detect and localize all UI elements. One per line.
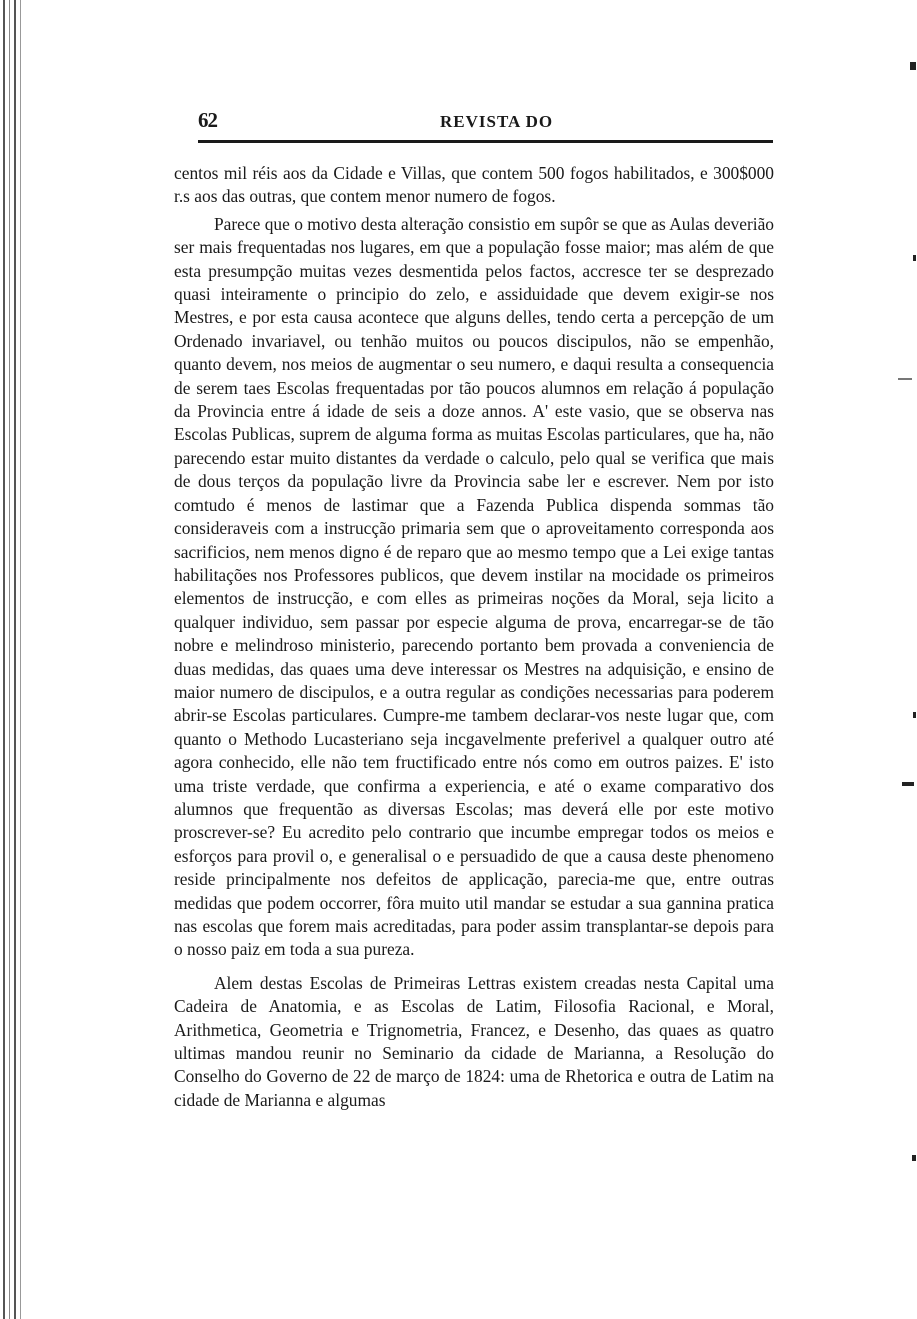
scan-speck <box>913 712 916 718</box>
edge-line <box>9 0 10 1319</box>
scan-speck <box>912 1155 916 1161</box>
header-rule <box>198 140 773 143</box>
paragraph-continued: centos mil réis aos da Cidade e Villas, que contem 500 fogos habilitados, e 300$000 r.s aos das outras, que contem menor numero de fogos. <box>174 163 774 207</box>
edge-line <box>3 0 5 1319</box>
paragraph: Parece que o motivo desta alteração consistio em supôr se que as Aulas deverião ser mais frequentadas nos lugares, em que a população fosse maior; mas além de que esta presumpção muitas vezes desmentida pelos factos, accresce ter se desprezado quasi inteiramente o principio do zelo, e assiduidade que devem exigir-se nos Mestres, e por esta causa acontece que alguns delles, tendo certa a percepção de um Ordenado invariavel, ou tenhão muitos ou poucos discipulos, não se empenhão, quanto devem, nos meios de augmentar o seu numero, e daqui resulta a consequencia de serem taes Escolas frequentadas por tão poucos alumnos em relação á população da Provincia entre á idade de seis a doze annos. A' este vasio, que se observa nas Escolas Publicas, suprem de alguma forma as muitas Escolas particulares, que ha, não parecendo estar muito distantes da verdade o calculo, pelo qual se verifica que mais de dous terços da população livre da Provincia sabe ler e escrever. Nem por isto comtudo é menos de lastimar que a Fazenda Publica dispenda sommas tão consideraveis com a instrucção primaria sem que o aproveitamento corresponda aos sacrificios, nem menos digno é de reparo que ao mesmo tempo que a Lei exige tantas habilitações nos Professores publicos, que devem instilar na mocidade os primeiros elementos de instrucção, e com elles as primeiras noções da Moral, seja licito a qualquer individuo, sem passar por especie alguma de prova, encarregar-se de tão nobre e melindroso ministerio, parecendo portanto bem provada a conveniencia de duas medidas, das quaes uma deve interessar os Mestres na adquisição, e ensino de maior numero de discipulos, e a outra regular as condições necessarias para poderem abrir-se Escolas particulares. Cumpre-me tambem declarar-vos neste lugar que, com quanto o Methodo Lucasteriano seja incgavelmente preferivel a qualquer outro até agora conhecido, elle não tem fructificado entre nós como em outros paizes. E' isto uma triste verdade, que confirma a experiencia, e até o exame comparativo dos alumnos que frequentão as diversas Escolas; mas deverá elle por este motivo proscrever-se? Eu acredito pelo contrario que incumbe empregar todos os meios e esforços para provil o, e generalisal o e persuadido de que a causa deste phenomeno reside principalmente nos defeitos de applicação, parecia-me que, entre outras medidas que podem occorrer, fôra muito util mandar se estudar a sua gannina pratica nas escolas que forem mais acreditadas, para poder assim transplantar-se depois para o nosso paiz em toda a sua pureza. <box>174 213 774 960</box>
scan-speck <box>910 62 916 70</box>
scan-speck <box>898 378 912 380</box>
page-body <box>174 162 774 1112</box>
scan-speck <box>913 255 916 261</box>
page-header <box>198 108 773 138</box>
page-number: 62 <box>198 108 217 132</box>
edge-line <box>14 0 16 1319</box>
scan-speck <box>902 782 914 786</box>
paragraph: Alem destas Escolas de Primeiras Lettras existem creadas nesta Capital uma Cadeira de Anatomia, e as Escolas de Latim, Filosofia Racional, e Moral, Arithmetica, Geometria e Trignometria, Francez, e Desenho, das quaes as quatro ultimas mandou reunir no Seminario da cidade de Marianna, a Resolução do Conselho do Governo de 22 de março de 1824: uma de Rhetorica e outra de Latim na cidade de Marianna e algumas <box>174 972 774 1110</box>
edge-line <box>20 0 21 1319</box>
page-edge-left <box>0 0 26 1319</box>
running-head: REVISTA DO <box>440 112 554 131</box>
